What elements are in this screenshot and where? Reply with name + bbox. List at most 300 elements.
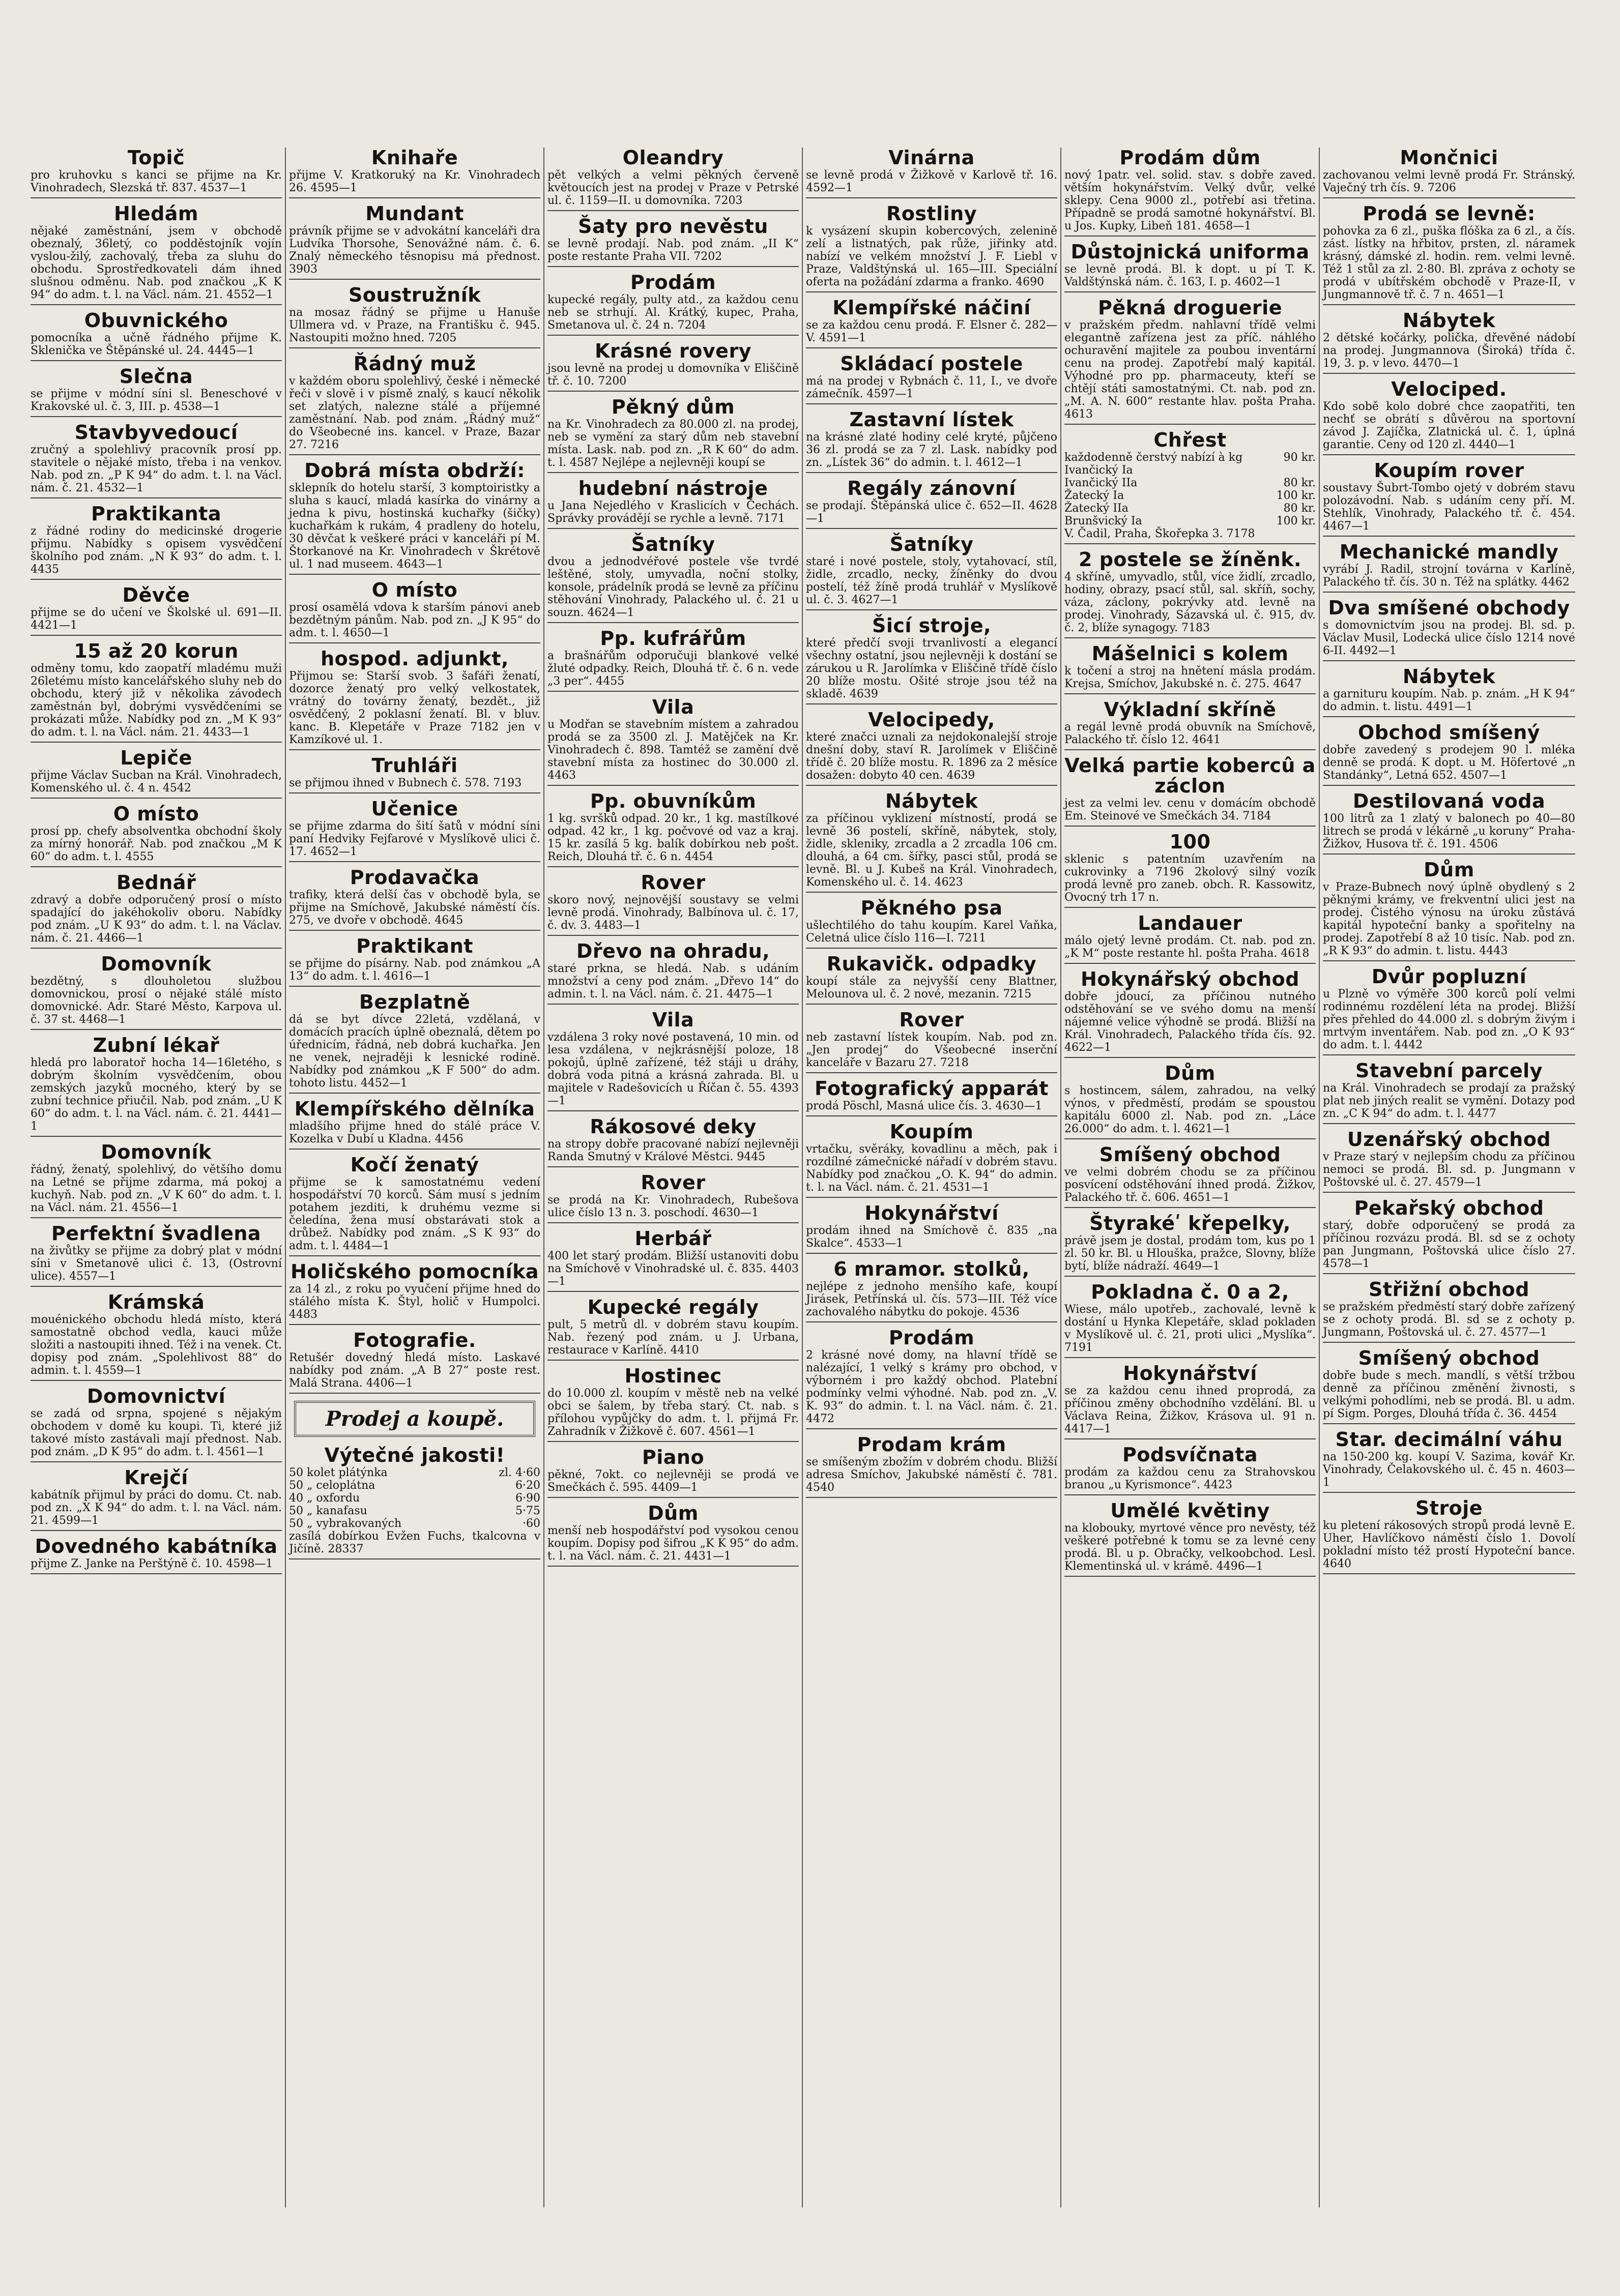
ad-divider bbox=[806, 291, 1057, 292]
ad-body: v každém oboru spolehlivý, české i německé řeči v slově i v písmě znalý, s kaucí několik set zlatých, nalezne stálé a příjemné zaměstnání. Nab. pod znám. „Řádný muž“ do Všeobecné ins. kancel. v Praze, Bazar 27. 7216 bbox=[289, 375, 540, 451]
classified-ad bbox=[806, 1122, 1057, 1198]
ad-body: bezdětný, s dlouholetou službou domovnickou, prosí o nějaké stálé místo domovnické. Adr. Staré Město, Karpova ul. č. 37 st. 4468—1 bbox=[31, 975, 282, 1026]
ad-divider bbox=[1323, 716, 1575, 717]
ad-divider bbox=[31, 497, 282, 498]
ad-divider bbox=[289, 986, 540, 987]
price-value: 80 kr. bbox=[1283, 477, 1316, 489]
price-item: Žatecký Ia bbox=[1064, 489, 1124, 502]
ad-divider bbox=[547, 1291, 799, 1292]
classified-ad bbox=[806, 1010, 1057, 1073]
classified-ad bbox=[289, 580, 540, 643]
ad-divider bbox=[806, 1115, 1057, 1116]
ad-headline: Štyrakéʹ křepelky, bbox=[1089, 1212, 1291, 1234]
ad-body: dá se byt dívce 22letá, vzdělaná, v domácích pracích úplně obeznalá, dětem po úřednicím, řádná, neb dobrá kuchařka. Jen ne venek, nejraději k lesnické rodině. Nabídky pod známkou „K F 500“ do adm. tohoto listu. 4452—1 bbox=[289, 1013, 540, 1090]
ad-headline: Podsvíčnata bbox=[1122, 1444, 1258, 1466]
ad-body: prodám ihned na Smíchově č. 835 „na Skalce“. 4533—1 bbox=[806, 1224, 1057, 1250]
price-item: 40 „ oxfordu bbox=[289, 1492, 360, 1505]
ad-divider bbox=[31, 1286, 282, 1287]
ad-divider bbox=[31, 866, 282, 867]
classified-ad bbox=[1064, 1144, 1316, 1208]
classified-ad bbox=[1064, 1282, 1316, 1358]
ad-headline: Dům bbox=[648, 1502, 699, 1524]
ad-divider bbox=[1064, 1207, 1316, 1208]
ad-divider bbox=[31, 798, 282, 799]
ad-divider bbox=[289, 861, 540, 862]
classified-ad bbox=[547, 697, 799, 786]
ad-headline: Hostinec bbox=[624, 1365, 722, 1387]
ad-body: prosí pp. chefy absolventka obchodní školy za mírný honorář. Nab. pod značkou „M K 60“ do adm. t. l. 4555 bbox=[31, 825, 282, 863]
column-6 bbox=[1320, 148, 1578, 2207]
ad-headline: Hledám bbox=[113, 202, 199, 225]
column-3 bbox=[544, 148, 803, 2207]
ad-body: na krásné zlaté hodiny celé kryté, půjčeno 36 zl. prodá se za 7 zl. Lask. nabídky pod zn. „Lístek 36“ do admin. t. l. 4612—1 bbox=[806, 431, 1057, 469]
ad-body: neb zastavní lístek koupím. Nab. pod zn. „Jen prodej“ do Všeobecné inserční kanceláře v Bazaru 27. 7218 bbox=[806, 1031, 1057, 1069]
classified-ad bbox=[31, 748, 282, 799]
ad-headline: Praktikanta bbox=[91, 503, 221, 525]
classified-ad bbox=[1323, 791, 1575, 855]
ad-headline: Piano bbox=[642, 1446, 705, 1468]
ad-body: přijme se do učení ve Školské ul. 691—II. 4421—1 bbox=[31, 606, 282, 632]
ad-body: na stropy dobře pracované nabízí nejlevněji Randa Smutný v Králové Městci. 9445 bbox=[547, 1138, 799, 1163]
ad-divider bbox=[1064, 1576, 1316, 1577]
ad-body: ku pletení rákosových stropů prodá levně E. Uher, Havlíčkovo náměstí číslo 1. Dovolí pokladní místo též prostí Hypoteční bance. 4640 bbox=[1323, 1519, 1575, 1570]
ad-headline: O místo bbox=[371, 579, 458, 601]
ad-headline: Klempířského dělníka bbox=[294, 1098, 535, 1120]
classified-ad bbox=[289, 1099, 540, 1150]
ad-body: v Praze starý v nejlepším chodu za příčinou nemoci se prodá. Bl. sd. p. Jungmann v Poštovské ul. č. 27. 4579—1 bbox=[1323, 1151, 1575, 1189]
classified-ad bbox=[547, 872, 799, 936]
ad-body: koupí stále za nejvyšší ceny Blattner, Melounova ul. č. 2 nové, mezanin. 7215 bbox=[806, 975, 1057, 1000]
classified-ad bbox=[31, 1386, 282, 1462]
ad-divider bbox=[806, 1428, 1057, 1429]
classified-ad bbox=[547, 628, 799, 692]
price-item: každodenně čerstvý nabízí à kg Ivančický Ia bbox=[1064, 451, 1243, 477]
classified-ad bbox=[1064, 1363, 1316, 1439]
classified-ad bbox=[31, 641, 282, 743]
classified-ad bbox=[547, 1447, 799, 1498]
classified-ad bbox=[31, 203, 282, 305]
ad-divider bbox=[1323, 785, 1575, 786]
classified-ad bbox=[289, 799, 540, 862]
ad-headline: Rákosové deky bbox=[590, 1115, 757, 1138]
ad-body: pěkné, 7okt. co nejlevněji se prodá ve Smečkách č. 595. 4409—1 bbox=[547, 1468, 799, 1494]
price-row bbox=[1064, 502, 1316, 515]
ad-divider bbox=[806, 1321, 1057, 1322]
price-value: 6·20 bbox=[515, 1479, 540, 1492]
ad-body: k točení a stroj na hnětení másla prodám. Krejsa, Smíchov, Jakubské n. č. 275. 4647 bbox=[1064, 665, 1316, 690]
ad-headline: Mončnici bbox=[1400, 148, 1498, 169]
classified-ad bbox=[806, 534, 1057, 610]
ad-body: řádný, ženatý, spolehlivý, do většího domu na Letné se přijme zdarma, má pokoj a kuchyň. Nab. pod zn. „V K 60“ do adm. t. l. na Václ. nám. 21. 4556—1 bbox=[31, 1163, 282, 1214]
classified-ad bbox=[289, 867, 540, 931]
ad-headline: Střižní obchod bbox=[1369, 1278, 1529, 1301]
ad-body: se přijmou ihned v Bubnech č. 578. 7193 bbox=[289, 777, 522, 789]
ad-headline: Výkladní skříně bbox=[1104, 698, 1277, 721]
ad-headline: Lepiče bbox=[120, 747, 192, 769]
ad-divider bbox=[1323, 853, 1575, 855]
ad-headline: Fotografický apparát bbox=[815, 1077, 1049, 1100]
ad-headline: Dva smíšené obchody bbox=[1328, 597, 1570, 619]
ad-headline: Hokynářství bbox=[864, 1202, 999, 1224]
classified-ad bbox=[31, 504, 282, 580]
ad-body: 100 litrů za 1 zlatý v balonech po 40—80 litrech se prodá v lékárně „u koruny“ Praha-Žižkov, Husova tř. č. 191. 4506 bbox=[1323, 812, 1575, 850]
ad-body: se zadá od srpna, spojené s nějakým obchodem v domě ku koupi. Ti, které již takové místo zastávali mají přednost. Nab. pod znám. „D K 95“ do adm. t. l. 4561—1 bbox=[31, 1407, 282, 1458]
ad-divider bbox=[547, 935, 799, 936]
ad-divider bbox=[289, 1558, 540, 1559]
ad-body: na mosaz řádný se přijme u Hanuše Ullmera vd. v Praze, na Františku č. 945. Nastoupiti možno hned. 7205 bbox=[289, 306, 540, 344]
ad-divider bbox=[1323, 373, 1575, 374]
ad-headline: Vila bbox=[652, 696, 695, 718]
ad-divider bbox=[547, 528, 799, 529]
ad-body: 4 skříně, umyvadlo, stůl, více židlí, zrcadlo, hodiny, obrazy, psací stůl, sal. skříň, sochy, váza, záclony, pokrývky atd. levně na prodej. Vinohrady, Sázavská ul. č. 915, dv. č. 2, blíže synagogy. 7183 bbox=[1064, 571, 1316, 634]
ad-divider bbox=[1323, 1342, 1575, 1343]
ad-headline: Obuvnického bbox=[84, 309, 228, 332]
ad-body: pět velkých a velmi pěkných červeně květoucích jest na prodej v Praze v Petrské ul. č. 1159—II. u domovníka. 7203 bbox=[547, 169, 799, 207]
ad-divider bbox=[1064, 424, 1316, 425]
ad-body: skoro nový, nejnovější soustavy se velmi levně prodá. Vinohrady, Balbínova ul. č. 17, č. dv. 3. 4483—1 bbox=[547, 894, 799, 932]
ad-headline: Mechanické mandly bbox=[1339, 541, 1559, 563]
ad-divider bbox=[31, 1380, 282, 1381]
ad-headline: Bednář bbox=[116, 871, 196, 894]
classified-ad bbox=[1323, 1198, 1575, 1274]
ad-body: prodá Pöschl, Masná ulice čís. 3. 4630—1 bbox=[806, 1100, 1043, 1112]
ad-body: na Král. Vinohradech se prodají za pražský plat neb jiných realit se vymění. Dotazy pod zn. „C K 94“ do adm. t. l. 4477 bbox=[1323, 1082, 1575, 1120]
classified-ad bbox=[289, 755, 540, 793]
price-value: 80 kr. bbox=[1283, 502, 1316, 515]
ad-divider bbox=[289, 1149, 540, 1150]
section-heading-box: Prodej a koupě. bbox=[294, 1401, 535, 1437]
ad-body: které značci uznali za nejdokonalejší stroje dnešní doby, staví R. Jarolímek v Eliščině třídě č. 20 blíže mostu. R. 1896 za 2 měsíce dosažen: dobyto 40 cen. 4639 bbox=[806, 731, 1057, 782]
ad-headline: Velká partie kobercû a záclon bbox=[1064, 754, 1316, 797]
ad-headline: Destilovaná voda bbox=[1352, 790, 1546, 812]
classified-ad bbox=[289, 1261, 540, 1325]
classified-ad bbox=[1064, 1500, 1316, 1577]
price-item: 50 „ kanafasu bbox=[289, 1505, 367, 1517]
classified-ad bbox=[1323, 310, 1575, 374]
ad-body: soustavy Šubrt-Tombo ojetý v dobrém stavu polozávodní. Nab. s udáním ceny pří. M. Stehlík, Vinohrady, Palackého tř. č. 454. 4467—1 bbox=[1323, 482, 1575, 533]
ad-body: Kdo sobě kolo dobré chce zaopatřiti, ten nechť se obrátí s důvěrou na sportovní závod J. Zajíčka, Zlatnická ul. č. 1, úplná garantie. Ceny od 120 zl. 4440—1 bbox=[1323, 400, 1575, 451]
ad-body: prosí osamělá vdova k starším pánovi aneb bezdětným pánům. Nab. pod zn. „J K 95“ do adm. t. l. 4650—1 bbox=[289, 601, 540, 639]
ad-divider bbox=[1323, 1273, 1575, 1274]
ad-body: dvou a jednodvéřové postele vše tvrdé leštěné, stoly, umyvadla, noční stolky, konsole, prádelník prodá se levně za příčinu stěhování Vinohrady, Palackého ul. č. 21 u souzn. 4624—1 bbox=[547, 555, 799, 619]
ad-body: se smíšeným zbožím v dobrém chodu. Bližší adresa Smíchov, Jakubské náměstí č. 781. 4540 bbox=[806, 1456, 1057, 1494]
ad-divider bbox=[31, 416, 282, 417]
classified-ad bbox=[31, 1142, 282, 1218]
ad-headline: Rukavičk. odpadky bbox=[826, 953, 1037, 975]
ad-body: zachovanou velmi levně prodá Fr. Stránský. Vaječný trh čís. 9. 7206 bbox=[1323, 169, 1575, 194]
ad-headline: Řádný muž bbox=[353, 352, 476, 375]
ad-divider bbox=[806, 1497, 1057, 1498]
ad-headline: Umělé květiny bbox=[1110, 1499, 1270, 1522]
ad-headline: Star. decimální váhu bbox=[1335, 1428, 1563, 1451]
ad-headline: Pokladna č. 0 a 2, bbox=[1091, 1281, 1289, 1303]
ad-body: pohovka za 6 zl., puška flóška za 6 zl., a čís. zást. lístky na hřbitov, prsten, zl. náramek krásný, dámské zl. hodin. rem. velmi levně. Též 1 stůl za zl. 2·80. Bl. zpráva z ochoty se prodá v ubítřském obchodě v Praze-II, v Jungmannově tř. č. 7 n. 4651—1 bbox=[1323, 225, 1575, 301]
classified-ad bbox=[806, 1328, 1057, 1429]
classified-ad bbox=[1064, 643, 1316, 694]
classified-ad bbox=[1323, 1429, 1575, 1493]
ad-headline: Prodavačka bbox=[350, 866, 480, 889]
ad-body: a regál levně prodá obuvník na Smíchově, Palackého tř. číslo 12. 4641 bbox=[1064, 721, 1316, 746]
ad-divider bbox=[289, 792, 540, 793]
ad-headline: Kupecké regály bbox=[587, 1296, 759, 1318]
ad-divider bbox=[1064, 291, 1316, 292]
ad-headline: Bezplatně bbox=[359, 991, 471, 1013]
classified-ad bbox=[806, 954, 1057, 1005]
ad-body: sklenic s patentním uzavřením na cukrovinky a 7196 2kolový silný vozík prodá levně pro zaneb. obch. R. Kassowitz, Ovocný trh 17 n. bbox=[1064, 853, 1316, 904]
ad-divider bbox=[1323, 1492, 1575, 1493]
classified-ad bbox=[289, 1445, 540, 1559]
ad-body: 1 kg. svršků odpad. 20 kr., 1 kg. mastílkové odpad. 42 kr., 1 kg. počvové od vaz a kraj. 15 kr. zasílá 5 kg. balík dobírkou neb pošt. Reich, Dlouhá tř. č. 6 n. 4454 bbox=[547, 812, 799, 863]
ad-divider bbox=[547, 785, 799, 786]
ad-divider bbox=[806, 197, 1057, 198]
ad-headline: Smíšený obchod bbox=[1099, 1143, 1281, 1166]
ad-body: odměny tomu, kdo zaopatří mladému muži 26letému místo kancelářského sluhy neb do obchodu, který již v několika závodech zaměstnán byl, dobrými vysvědčeními se prokázati může. Nabídky pod zn. „M K 93“ do adm. t. l. na Václ. nám. 21. 4433—1 bbox=[31, 662, 282, 739]
classified-ad bbox=[31, 1035, 282, 1137]
classified-ad bbox=[547, 397, 799, 473]
classified-ad bbox=[1064, 148, 1316, 237]
ad-headline: Soustružník bbox=[348, 284, 481, 306]
ad-headline: Dobrá místa obdrží: bbox=[304, 459, 525, 482]
ad-divider bbox=[547, 266, 799, 267]
classified-ad bbox=[31, 954, 282, 1030]
ad-divider bbox=[806, 785, 1057, 786]
ad-divider bbox=[289, 454, 540, 455]
ad-divider bbox=[31, 1573, 282, 1574]
ad-headline: Pěkného psa bbox=[860, 897, 1003, 919]
classified-ad bbox=[289, 148, 540, 198]
ad-body: 2 dětské kočárky, polička, dřevěné nádobí na prodej. Jungmannova (Široká) třída č. 19, 3. p. v levo. 4470—1 bbox=[1323, 332, 1575, 370]
price-item: 50 „ celoplátna bbox=[289, 1479, 375, 1492]
ad-divider bbox=[31, 360, 282, 361]
ad-divider bbox=[806, 892, 1057, 893]
ad-divider bbox=[547, 472, 799, 473]
ad-body: jest za velmi lev. cenu v domácím obchodě Em. Steinové ve Smečkách 34. 7184 bbox=[1064, 797, 1316, 822]
classified-ad bbox=[1323, 722, 1575, 786]
price-item: Ivančický IIa bbox=[1064, 477, 1138, 489]
ad-divider bbox=[1064, 749, 1316, 750]
ad-body: mladšího přijme hned do stálé práce V. Kozelka v Dubí u Kladna. 4456 bbox=[289, 1120, 540, 1145]
ad-divider bbox=[1323, 1123, 1575, 1124]
ad-headline: Skládací postele bbox=[840, 352, 1023, 375]
ad-headline: Hokynářský obchod bbox=[1081, 968, 1299, 990]
ad-divider bbox=[547, 1004, 799, 1005]
ad-divider bbox=[547, 1441, 799, 1442]
price-row bbox=[289, 1466, 540, 1479]
classified-ad bbox=[31, 804, 282, 867]
classified-ad bbox=[1064, 699, 1316, 750]
ad-headline: Prodam krám bbox=[857, 1433, 1006, 1456]
ad-divider bbox=[289, 1324, 540, 1325]
ad-headline: Holičského pomocníka bbox=[290, 1260, 539, 1283]
ad-headline: Rover bbox=[641, 1171, 706, 1194]
ad-headline: Dům bbox=[1165, 1062, 1216, 1084]
price-row bbox=[1064, 515, 1316, 527]
ad-headline: Šatníky bbox=[631, 533, 715, 555]
classified-ad bbox=[547, 1116, 799, 1167]
classified-ad bbox=[547, 1010, 799, 1111]
ad-headline: Učenice bbox=[371, 798, 458, 820]
ad-headline: Velocipedy, bbox=[868, 709, 995, 731]
ad-body: na 150-200 kg. koupí V. Sazima, kovář Kr. Vinohrady, Čelakovského ul. č. 45 n. 4603—1 bbox=[1323, 1451, 1575, 1489]
ad-headline: Kočí ženatý bbox=[350, 1154, 479, 1176]
column-2 bbox=[286, 148, 544, 2207]
ad-body: nejlépe z jednoho menšího kafe, koupí Jirásek, Petřínská ul. čís. 573—III. Též více zachovalého nábytku do pokoje. 4536 bbox=[806, 1280, 1057, 1318]
ad-divider bbox=[31, 635, 282, 636]
ad-divider bbox=[806, 609, 1057, 610]
ad-divider bbox=[806, 472, 1057, 473]
ad-headline: hospod. adjunkt, bbox=[321, 647, 509, 670]
ad-body: zručný a spolehlivý pracovník prosí pp. stavitele o nějaké místo, třeba i na venkov. Nab. pod zn. „P K 94“ do adm. t. l. na Václ. nám. č. 21. 4532—1 bbox=[31, 444, 282, 494]
ad-divider bbox=[1323, 1192, 1575, 1193]
classified-ad bbox=[547, 148, 799, 211]
classified-ad bbox=[806, 354, 1057, 404]
ad-divider bbox=[1064, 1057, 1316, 1058]
classified-ad bbox=[31, 148, 282, 198]
ad-body: sklepník do hotelu starší, 3 komptoiristky a sluha s kaucí, mladá kasírka do vinárny a jedna k pivu, hostinská kuchařky (šičky) kuchařkám k rukám, 4 pradleny do hotelu, 30 děvčat k veškeré práci v kanceláři pí M. Štorkanové na Kr. Vinohradech v Škrétově ul. 1 nad museem. 4643—1 bbox=[289, 482, 540, 571]
ad-divider bbox=[31, 948, 282, 949]
ad-body: staré prkna, se hledá. Nab. s udáním množství a ceny pod znám. „Dřevo 14“ do admin. t. l. na Václ. nám. č. 21. 4475—1 bbox=[547, 962, 799, 1000]
ad-divider bbox=[31, 1461, 282, 1462]
ad-divider bbox=[289, 930, 540, 931]
classified-ad bbox=[1064, 755, 1316, 827]
ad-headline: Mundant bbox=[365, 202, 464, 225]
ad-body: na živůtky se přijme za dobrý plat v módní síni v Smetanově ulici č. 13, (Ostrovní ulice). 4557—1 bbox=[31, 1245, 282, 1283]
ad-headline: Děvče bbox=[122, 584, 190, 606]
ad-body: dobře zavedený s prodejem 90 l. mléka denně se prodá. K dopt. u M. Höfertové „n Standánky“, Letná 652. 4507—1 bbox=[1323, 744, 1575, 782]
classified-ad bbox=[547, 478, 799, 529]
ad-divider bbox=[1064, 543, 1316, 544]
ad-headline: Pp. obuvníkům bbox=[590, 790, 757, 812]
ad-headline: Krásné rovery bbox=[595, 340, 751, 362]
ad-body: právě jsem je dostal, prodám tom, kus po 1 zl. 50 kr. Bl. u Hlouška, pražce, Slovny, blíže bytí, blíže nádraží. 4649—1 bbox=[1064, 1234, 1316, 1273]
ad-body: se levně prodá. Bl. k dopt. u pí T. K. Valdštýnská nám. č. 163, I. p. 4602—1 bbox=[1064, 263, 1316, 288]
classified-ad bbox=[31, 1536, 282, 1574]
price-row bbox=[289, 1517, 540, 1530]
ad-divider bbox=[806, 528, 1057, 529]
ad-body: kupecké regály, pulty atd., za každou cenu neb se strhují. Al. Krátký, kupec, Praha, Smetanova ul. č. 24 n. 7204 bbox=[547, 293, 799, 332]
ad-headline: 2 postele se žíněnk. bbox=[1079, 548, 1301, 571]
ad-body: zasílá dobírkou Evžen Fuchs, tkalcovna v Jičíně. 28337 bbox=[289, 1530, 540, 1555]
classified-ad bbox=[289, 203, 540, 280]
ad-body: 2 krásné nové domy, na hlavní třídě se nalézající, 1 velký s krámy pro obchod, v výborném i pro každý obchod. Platební podmínky velmi výhodné. Nab. pod zn. „V. K. 93“ do admin. t. l. na Václ. nám. č. 21. 4472 bbox=[806, 1349, 1057, 1425]
ad-divider bbox=[289, 574, 540, 575]
ad-divider bbox=[1323, 304, 1575, 305]
ad-divider bbox=[31, 579, 282, 580]
classified-ad bbox=[289, 992, 540, 1094]
classified-ad bbox=[547, 1228, 799, 1292]
ad-headline: Koupím rover bbox=[1374, 459, 1524, 482]
ad-headline: Uzenářský obchod bbox=[1347, 1128, 1551, 1151]
price-row bbox=[1064, 489, 1316, 502]
classified-ad bbox=[31, 1292, 282, 1381]
ad-divider bbox=[31, 1530, 282, 1531]
ad-body: se za každou cenu prodá. F. Elsner č. 282—V. 4591—1 bbox=[806, 319, 1057, 344]
column-5 bbox=[1061, 148, 1320, 2207]
ad-divider bbox=[289, 279, 540, 280]
classified-ad bbox=[31, 585, 282, 636]
ad-headline: Topič bbox=[127, 148, 185, 169]
ad-body: za 14 zl., z roku po vyučení přijme hned do stálého místa K. Štyl, holič v Humpolci. 4483 bbox=[289, 1283, 540, 1321]
ad-divider bbox=[31, 304, 282, 305]
ad-headline: 100 bbox=[1169, 831, 1211, 853]
ad-headline: Pekařský obchod bbox=[1354, 1197, 1544, 1219]
ad-headline: O místo bbox=[113, 803, 199, 825]
ad-headline: Klempířské náčiní bbox=[832, 297, 1031, 319]
ad-divider bbox=[547, 335, 799, 336]
price-item: 50 „ vybrakovaných bbox=[289, 1517, 402, 1530]
ad-headline: Stavbyvedoucí bbox=[74, 421, 238, 444]
classified-ad bbox=[547, 1172, 799, 1223]
classified-ad bbox=[289, 936, 540, 987]
classified-ad bbox=[1064, 913, 1316, 964]
ad-body: nový 1patr. vel. solid. stav. s dobře zaved. větším hokynářstvím. Velký dvůr, velké sklepy. Cena 9000 zl., potřebí asi třetina. Případně se prodá samotné hokynářství. Bl. u Jos. Kupky, Libeň 181. 4658—1 bbox=[1064, 169, 1316, 232]
price-row bbox=[1064, 477, 1316, 489]
classified-ad bbox=[31, 310, 282, 361]
ad-divider bbox=[1064, 1438, 1316, 1439]
classified-ad bbox=[1323, 542, 1575, 593]
ad-body: se za každou cenu ihned proprodá, za příčinou změny obchodního vzdělání. Bl. u Václava Reina, Žižkov, Krásova ul. 91 n. 4417—1 bbox=[1064, 1385, 1316, 1435]
classified-ad bbox=[547, 534, 799, 623]
ad-body: se přijme do písárny. Nab. pod známkou „A 13“ do adm. t. l. 4616—1 bbox=[289, 957, 540, 983]
ad-headline: Domovnictví bbox=[86, 1385, 226, 1407]
ad-divider bbox=[1323, 660, 1575, 661]
ad-headline: Dvůr popluzní bbox=[1371, 965, 1527, 988]
classified-ad bbox=[547, 1503, 799, 1567]
ad-body: staré i nové postele, stoly, vytahovací, stíl, židle, zrcadlo, necky, žíněnky do dvou postelí, též žíně prodá truhlář v Myslíkově ul. č. 3. 4627—1 bbox=[806, 555, 1057, 606]
ad-divider bbox=[547, 866, 799, 867]
ad-divider bbox=[289, 1393, 540, 1394]
ad-headline: Perfektní švadlena bbox=[51, 1222, 262, 1245]
classified-ad bbox=[806, 1434, 1057, 1498]
classified-ad bbox=[806, 615, 1057, 704]
classified-ad bbox=[806, 898, 1057, 949]
ad-divider bbox=[806, 1197, 1057, 1198]
ad-body: jsou levně na prodej u domovníka v Eliščině tř. č. 10. 7200 bbox=[547, 362, 799, 388]
classified-ad bbox=[289, 354, 540, 455]
classified-ad bbox=[547, 216, 799, 267]
column-4 bbox=[803, 148, 1061, 2207]
ad-divider bbox=[1064, 907, 1316, 908]
ad-divider bbox=[289, 197, 540, 198]
ad-divider bbox=[547, 1222, 799, 1223]
ad-body: se prodá na Kr. Vinohradech, Rubešova ulice číslo 13 n. 3. poschodí. 4630—1 bbox=[547, 1194, 799, 1219]
ad-body: V. Čadil, Praha, Škořepka 3. 7178 bbox=[1064, 527, 1255, 540]
ad-divider bbox=[806, 403, 1057, 404]
ad-headline: Praktikant bbox=[356, 935, 473, 957]
ad-body: z řádné rodiny do medicinské drogerie přijmu. Nabídky s opisem vysvědčení školního pod znám. „N K 93“ do adm. t. l. 4435 bbox=[31, 525, 282, 576]
ad-divider bbox=[1064, 1276, 1316, 1277]
ad-divider bbox=[1323, 454, 1575, 455]
classified-ad bbox=[806, 148, 1057, 198]
classified-ad bbox=[289, 1155, 540, 1256]
ad-headline: Pěkná droguerie bbox=[1098, 297, 1282, 319]
ad-body: dobře jdoucí, za příčinou nutného odstěhování se ve svého domu na menší nájemné velice výhodně se prodá. Bližší na Král. Vinohradech, Palackého třída čís. 92. 4622—1 bbox=[1064, 990, 1316, 1054]
ad-divider bbox=[31, 197, 282, 198]
ad-divider bbox=[547, 1497, 799, 1498]
ad-body: Wiese, málo upotřeb., zachovalé, levně k dostání u Hynka Klepetáře, sklad pokladen v Myslíkově ul. č. 21, proti ulici „Myslíka“. 7191 bbox=[1064, 1303, 1316, 1354]
classified-ad bbox=[806, 791, 1057, 893]
price-row bbox=[289, 1479, 540, 1492]
ad-divider bbox=[289, 642, 540, 643]
classified-ad bbox=[547, 272, 799, 336]
ad-headline: Chřest bbox=[1153, 429, 1227, 451]
ad-headline: Hokynářství bbox=[1123, 1362, 1257, 1385]
ad-divider bbox=[806, 1072, 1057, 1073]
ad-body: se levně prodá v Žižkově v Karlově tř. 16. 4592—1 bbox=[806, 169, 1057, 194]
ad-body: se levně prodají. Nab. pod znám. „II K“ poste restante Praha VII. 7202 bbox=[547, 238, 799, 263]
ad-body: se pražském předměstí starý dobře zařízený se z ochoty prodá. Bl. sd se z ochoty p. Jungmann, Poštovská ul. č. 27. 4577—1 bbox=[1323, 1301, 1575, 1339]
classified-ad bbox=[1323, 1061, 1575, 1124]
